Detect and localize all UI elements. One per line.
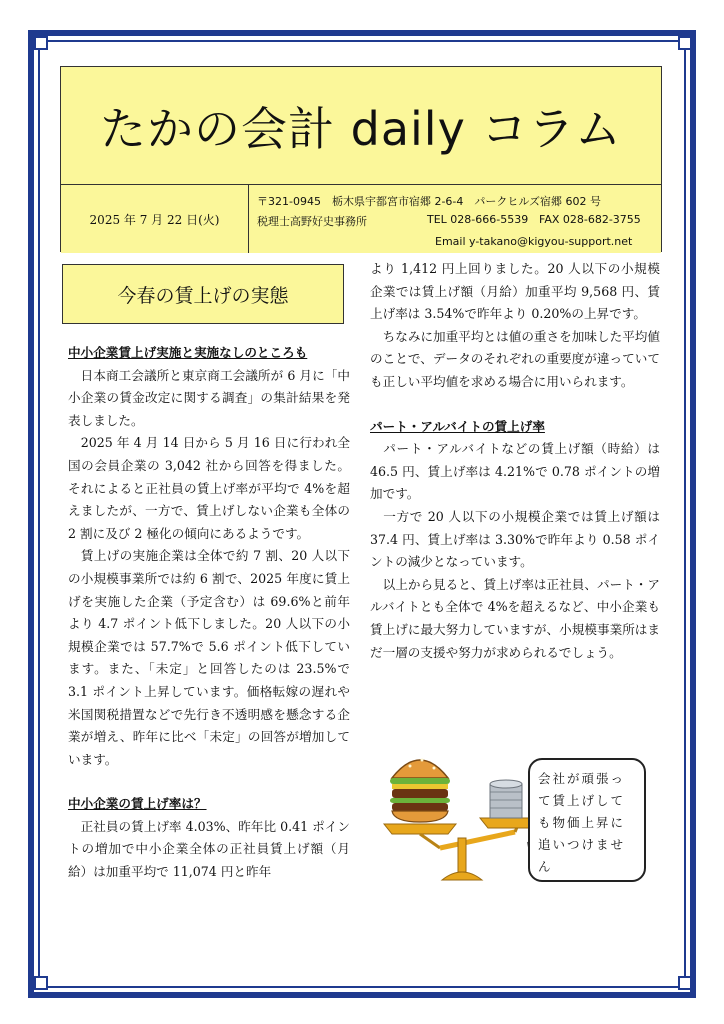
- office-tel: TEL 028-666-5539: [427, 213, 529, 226]
- bubble-line: ん: [538, 859, 553, 874]
- bubble-line: 追いつけませ: [538, 837, 626, 852]
- corner-ornament: [678, 976, 692, 990]
- section-subheading: 中小企業の賃上げ率は？: [68, 796, 207, 812]
- speech-bubble: [528, 758, 646, 882]
- bubble-line: も物価上昇に: [538, 815, 626, 830]
- article-paragraph: パート・アルバイトなどの賃上げ額（時給）は 46.5 円、賃上げ率は 4.21%で 0.78 ポイントの増加です。: [370, 441, 660, 502]
- section-spacer: [370, 394, 660, 416]
- section-spacer: [68, 771, 350, 793]
- section-subheading: パート・アルバイトの賃上げ率: [370, 418, 545, 434]
- office-address: 〒321-0945 栃木県宇都宮市宿郷 2-6-4 パークヒルズ宿郷 602 号: [257, 195, 602, 208]
- office-fax: FAX 028-682-3755: [539, 213, 641, 226]
- article-paragraph: ちなみに加重平均とは値の重さを加味した平均値のことで、データのそれぞれの重要度が違っていても正しい平均値を求める場合に用いられます。: [370, 328, 660, 389]
- section-subheading: 中小企業賃上げ実施と実施なしのところも: [68, 345, 308, 360]
- article-column-right: [370, 258, 660, 664]
- article-paragraph: より 1,412 円上回りました。20 人以下の小規模企業では賃上げ額（月給）加重平均 9,568 円、賃上げ率は 3.54%で昨年より 0.20%の上昇です。: [370, 261, 660, 322]
- corner-ornament: [34, 976, 48, 990]
- bubble-line: て賃上げして: [538, 793, 626, 808]
- office-info: [249, 185, 661, 253]
- article-column-left: [68, 342, 350, 884]
- article-paragraph: 一方で 20 人以下の小規模企業では賃上げ額は 37.4 円、賃上げ率は 3.30%で昨年より 0.58 ポイントの減少となっています。: [370, 508, 660, 570]
- coin-stack-icon: [490, 780, 522, 818]
- article-paragraph: 2025 年 4 月 14 日から 5 月 16 日に行われ全国の会員企業の 3,042 社から回答を得ました。それによると正社員の賃上げ率が平均で 4%を超えましたが、一方で、賃上げしない企業も全体の 2 割に及び 2 極化の傾向にあるようです。: [68, 435, 350, 541]
- article-paragraph: 賃上げの実施企業は全体で約 7 割、20 人以下の小規模事業所では約 6 割で、2025 年度に賃上げを実施した企業（予定含む）は 69.6%と前年より 4.7 ポイント低下しました。20 人以下の小規模企業では 57.7%で 5.6 ポイント低下しています。また、「未定」と回答したのは 23.5%で 3.1 ポイント上昇しています。価格転嫁の遅れや米国関税措置などで先行き不透明感を懸念する企業が増え、昨年に比べ「未定」の回答が増加しています。: [68, 548, 350, 767]
- masthead: [60, 66, 662, 252]
- article-paragraph: 日本商工会議所と東京商工会議所が 6 月に「中小企業の賃金改定に関する調査」の集計結果を発表しました。: [68, 367, 350, 428]
- balance-scale-icon: [384, 818, 550, 880]
- corner-ornament: [34, 36, 48, 50]
- corner-ornament: [678, 36, 692, 50]
- office-email: Email y-takano@kigyou-support.net: [435, 235, 633, 248]
- article-paragraph: 以上から見ると、賃上げ率は正社員、パート・アルバイトとも全体で 4%を超えるなど、中小企業も賃上げに最大努力していますが、小規模事業所はまだ一層の支援や努力が求められるでしょう。: [370, 576, 660, 660]
- hamburger-icon: [390, 759, 450, 823]
- office-name: 税理士高野好史事務所: [257, 215, 367, 228]
- article-paragraph: 正社員の賃上げ率 4.03%、昨年比 0.41 ポイントの増加で中小企業全体の正社員賃上げ額（月給）は加重平均で 11,074 円と昨年: [68, 818, 350, 880]
- article-heading: 今春の賃上げの実態: [62, 264, 344, 324]
- newsletter-title: たかの会計 daily コラム: [61, 67, 661, 185]
- bubble-line: 会社が頑張っ: [538, 771, 626, 786]
- issue-date: 2025 年 7 月 22 日(火): [61, 185, 249, 253]
